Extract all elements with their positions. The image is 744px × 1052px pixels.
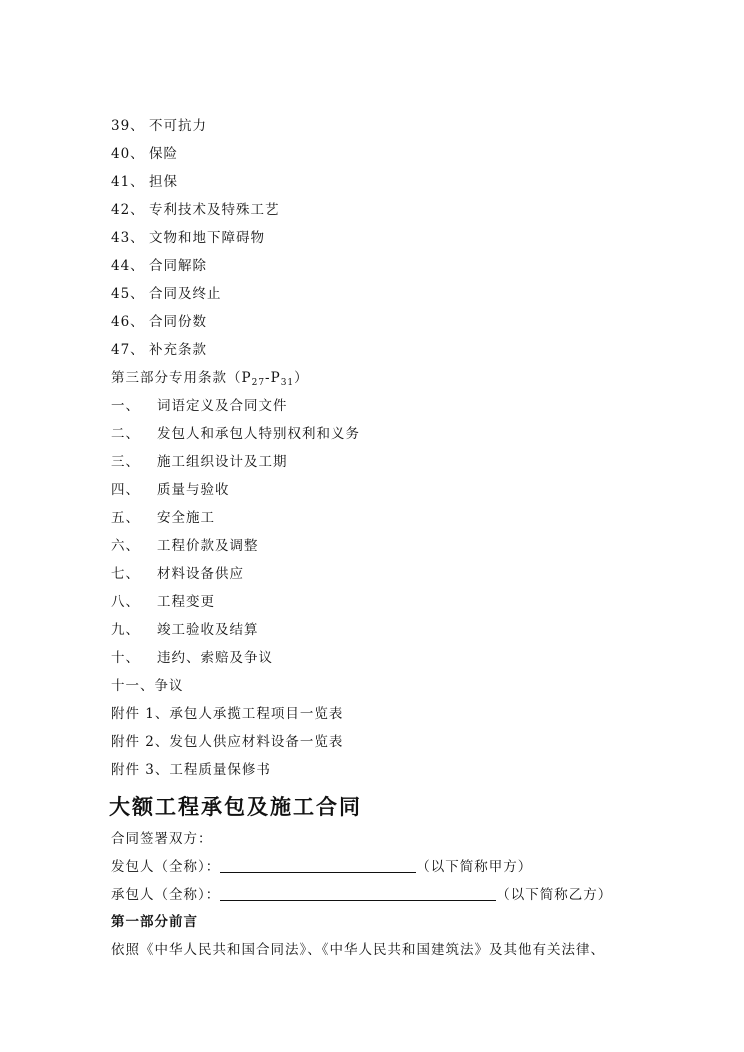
special-clause-item: 四、 质量与验收 (111, 482, 230, 498)
contractor-name-blank[interactable] (220, 886, 496, 901)
clause-item: 40、 保险 (111, 146, 178, 162)
special-clause-item: 九、 竣工验收及结算 (111, 622, 259, 638)
special-clause-item: 三、 施工组织设计及工期 (111, 454, 288, 470)
attachment-3: 附件 3、工程质量保修书 (111, 762, 271, 778)
preamble-text: 依照《中华人民共和国合同法》、《中华人民共和国建筑法》及其他有关法律、 (111, 942, 605, 958)
contractor-line: 承包人（全称）： （以下简称乙方） (111, 887, 613, 903)
clause-item: 47、 补充条款 (111, 342, 207, 358)
special-clause-item: 七、 材料设备供应 (111, 566, 244, 582)
part3-heading: 第三部分专用条款$(P_{27}-P_{31})$ (111, 370, 309, 388)
special-clause-item: 八、 工程变更 (111, 594, 215, 610)
clause-item: 45、 合同及终止 (111, 286, 222, 302)
special-clause-item: 六、 工程价款及调整 (111, 538, 259, 554)
clause-item: 46、 合同份数 (111, 314, 207, 330)
clause-item: 43、 文物和地下障碍物 (111, 230, 265, 246)
special-clause-item: 二、 发包人和承包人特别权利和义务 (111, 426, 360, 442)
signing-parties-label: 合同签署双方： (111, 831, 213, 847)
employer-line: 发包人（全称）： （以下简称甲方） (111, 859, 533, 875)
clause-item: 42、 专利技术及特殊工艺 (111, 202, 280, 218)
attachment-1: 附件 1、承包人承揽工程项目一览表 (111, 706, 344, 722)
clause-item: 39、 不可抗力 (111, 118, 207, 134)
part1-heading: 第一部分前言 (111, 914, 198, 930)
special-clause-item: 五、 安全施工 (111, 510, 215, 526)
clause-item: 41、 担保 (111, 174, 178, 190)
contract-title: 大额工程承包及施工合同 (109, 794, 362, 819)
attachment-2: 附件 2、发包人供应材料设备一览表 (111, 734, 344, 750)
clause-item-11: 十一、争议 (111, 678, 184, 694)
special-clause-item: 十、 违约、索赔及争议 (111, 650, 273, 666)
employer-name-blank[interactable] (220, 858, 416, 873)
clause-item: 44、 合同解除 (111, 258, 207, 274)
special-clause-item: 一、 词语定义及合同文件 (111, 398, 288, 414)
